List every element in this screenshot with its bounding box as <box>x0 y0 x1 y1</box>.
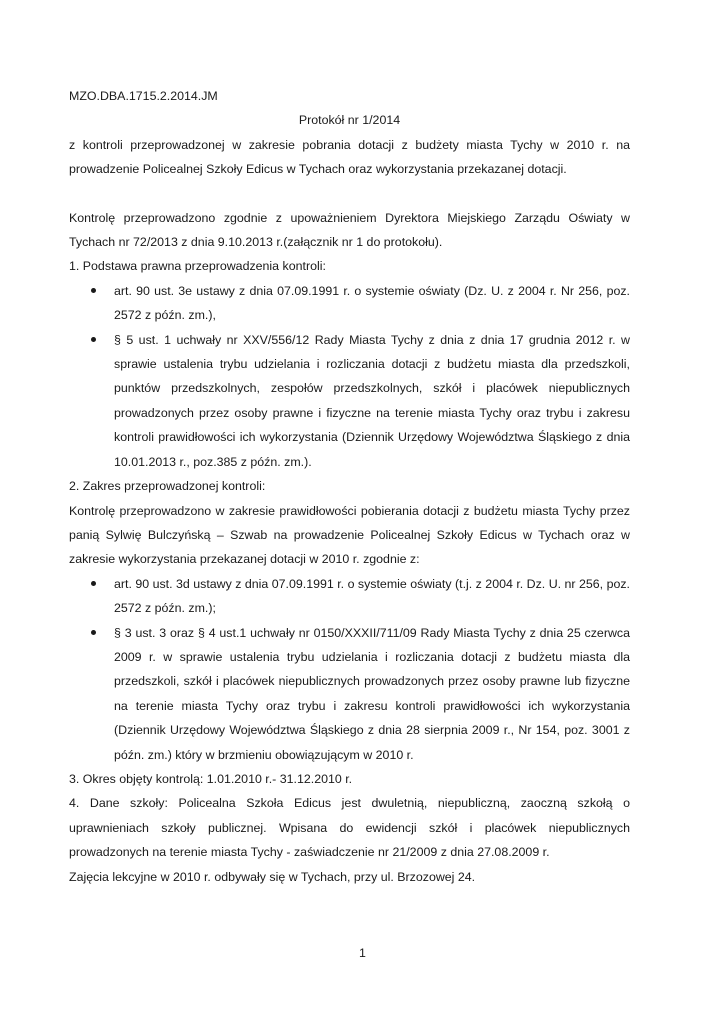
paragraph-spacer <box>69 182 630 206</box>
section-2-list <box>69 572 630 767</box>
bullet-icon <box>91 288 96 293</box>
document-intro: z kontroli przeprowadzonej w zakresie pobrania dotacji z budżety miasta Tychy w 2010 r. na prowadzenie Policealnej Szkoły Edicus w Tychach oraz wykorzystania przekazanej dotacji. <box>69 137 630 177</box>
document-reference: MZO.DBA.1715.2.2014.JM <box>69 89 218 103</box>
list-item-text: § 3 ust. 3 oraz § 4 ust.1 uchwały nr 0150/XXXII/711/09 Rady Miasta Tychy z dnia 25 czerwca 2009 r. w sprawie ustalenia trybu udzielania i rozliczania dotacji z budżetu miasta dla przedszkoli, szkół i placówek niepublicznych prowadzonych przez osoby prawne lub fizyczne na terenie miasta Tychy oraz trybu i zakresu kontroli prawidłowości ich wykorzystania (Dziennik Urzędowy Województwa Śląskiego z dnia 28 sierpnia 2009 r., Nr 154, poz. 3001 z późn. zm.) który w brzmieniu obowiązującym w 2010 r. <box>114 625 630 762</box>
list-item <box>69 328 630 474</box>
authorization-paragraph: Kontrolę przeprowadzono zgodnie z upoważnieniem Dyrektora Miejskiego Zarządu Oświaty w Tychach nr 72/2013 z dnia 9.10.2013 r.(załącznik nr 1 do protokołu). <box>69 210 630 250</box>
section-2-text: Kontrolę przeprowadzono w zakresie prawidłowości pobierania dotacji z budżetu miasta Tychy przez panią Sylwię Bulczyńską – Szwab na prowadzenie Policealnej Szkoły Edicus w Tychach oraz w zakresie wykorzystania przekazanej dotacji w 2010 r. zgodnie z: <box>69 503 630 567</box>
page-number: 1 <box>359 946 366 960</box>
section-4-classes: Zajęcia lekcyjne w 2010 r. odbywały się w Tychach, przy ul. Brzozowej 24. <box>69 869 476 884</box>
list-item <box>69 621 630 767</box>
section-2-heading: 2. Zakres przeprowadzonej kontroli: <box>69 479 266 494</box>
list-item-text: § 5 ust. 1 uchwały nr XXV/556/12 Rady Miasta Tychy z dnia z dnia 17 grudnia 2012 r. w sprawie ustalenia trybu udzielania i rozliczania dotacji z budżetu miasta dla przedszkoli, punktów przedszkolnych, zespołów przedszkolnych, szkół i placówek niepublicznych prowadzonych przez osoby prawne i fizyczne na terenie miasta Tychy oraz trybu i zakresu kontroli prawidłowości ich wykorzystania (Dziennik Urzędowy Województwa Śląskiego z dnia 10.01.2013 r., poz.385 z późn. zm.). <box>114 332 630 469</box>
document-title: Protokół nr 1/2014 <box>298 113 401 128</box>
bullet-icon <box>91 630 96 635</box>
list-item-text: art. 90 ust. 3e ustawy z dnia 07.09.1991 r. o systemie oświaty (Dz. U. z 2004 r. Nr 256, poz. 2572 z późn. zm.), <box>114 283 630 323</box>
bullet-icon <box>91 581 96 586</box>
list-item <box>69 572 630 621</box>
section-4-text: 4. Dane szkoły: Policealna Szkoła Edicus jest dwuletnią, niepubliczną, zaoczną szkołą o uprawnieniach szkoły publicznej. Wpisana do ewidencji szkół i placówek niepublicznych prowadzonych na terenie miasta Tychy - zaświadczenie nr 21/2009 z dnia 27.08.2009 r. <box>69 796 630 860</box>
list-item <box>69 279 630 328</box>
section-1-list <box>69 279 630 474</box>
list-item-text: art. 90 ust. 3d ustawy z dnia 07.09.1991 r. o systemie oświaty (t.j. z 2004 r. Dz. U. nr 256, poz. 2572 z późn. zm.); <box>114 576 630 616</box>
section-1-heading: 1. Podstawa prawna przeprowadzenia kontroli: <box>69 259 326 274</box>
section-3-text: 3. Okres objęty kontrolą: 1.01.2010 r.- 31.12.2010 r. <box>69 771 353 786</box>
document-body <box>69 84 630 889</box>
bullet-icon <box>91 337 96 342</box>
